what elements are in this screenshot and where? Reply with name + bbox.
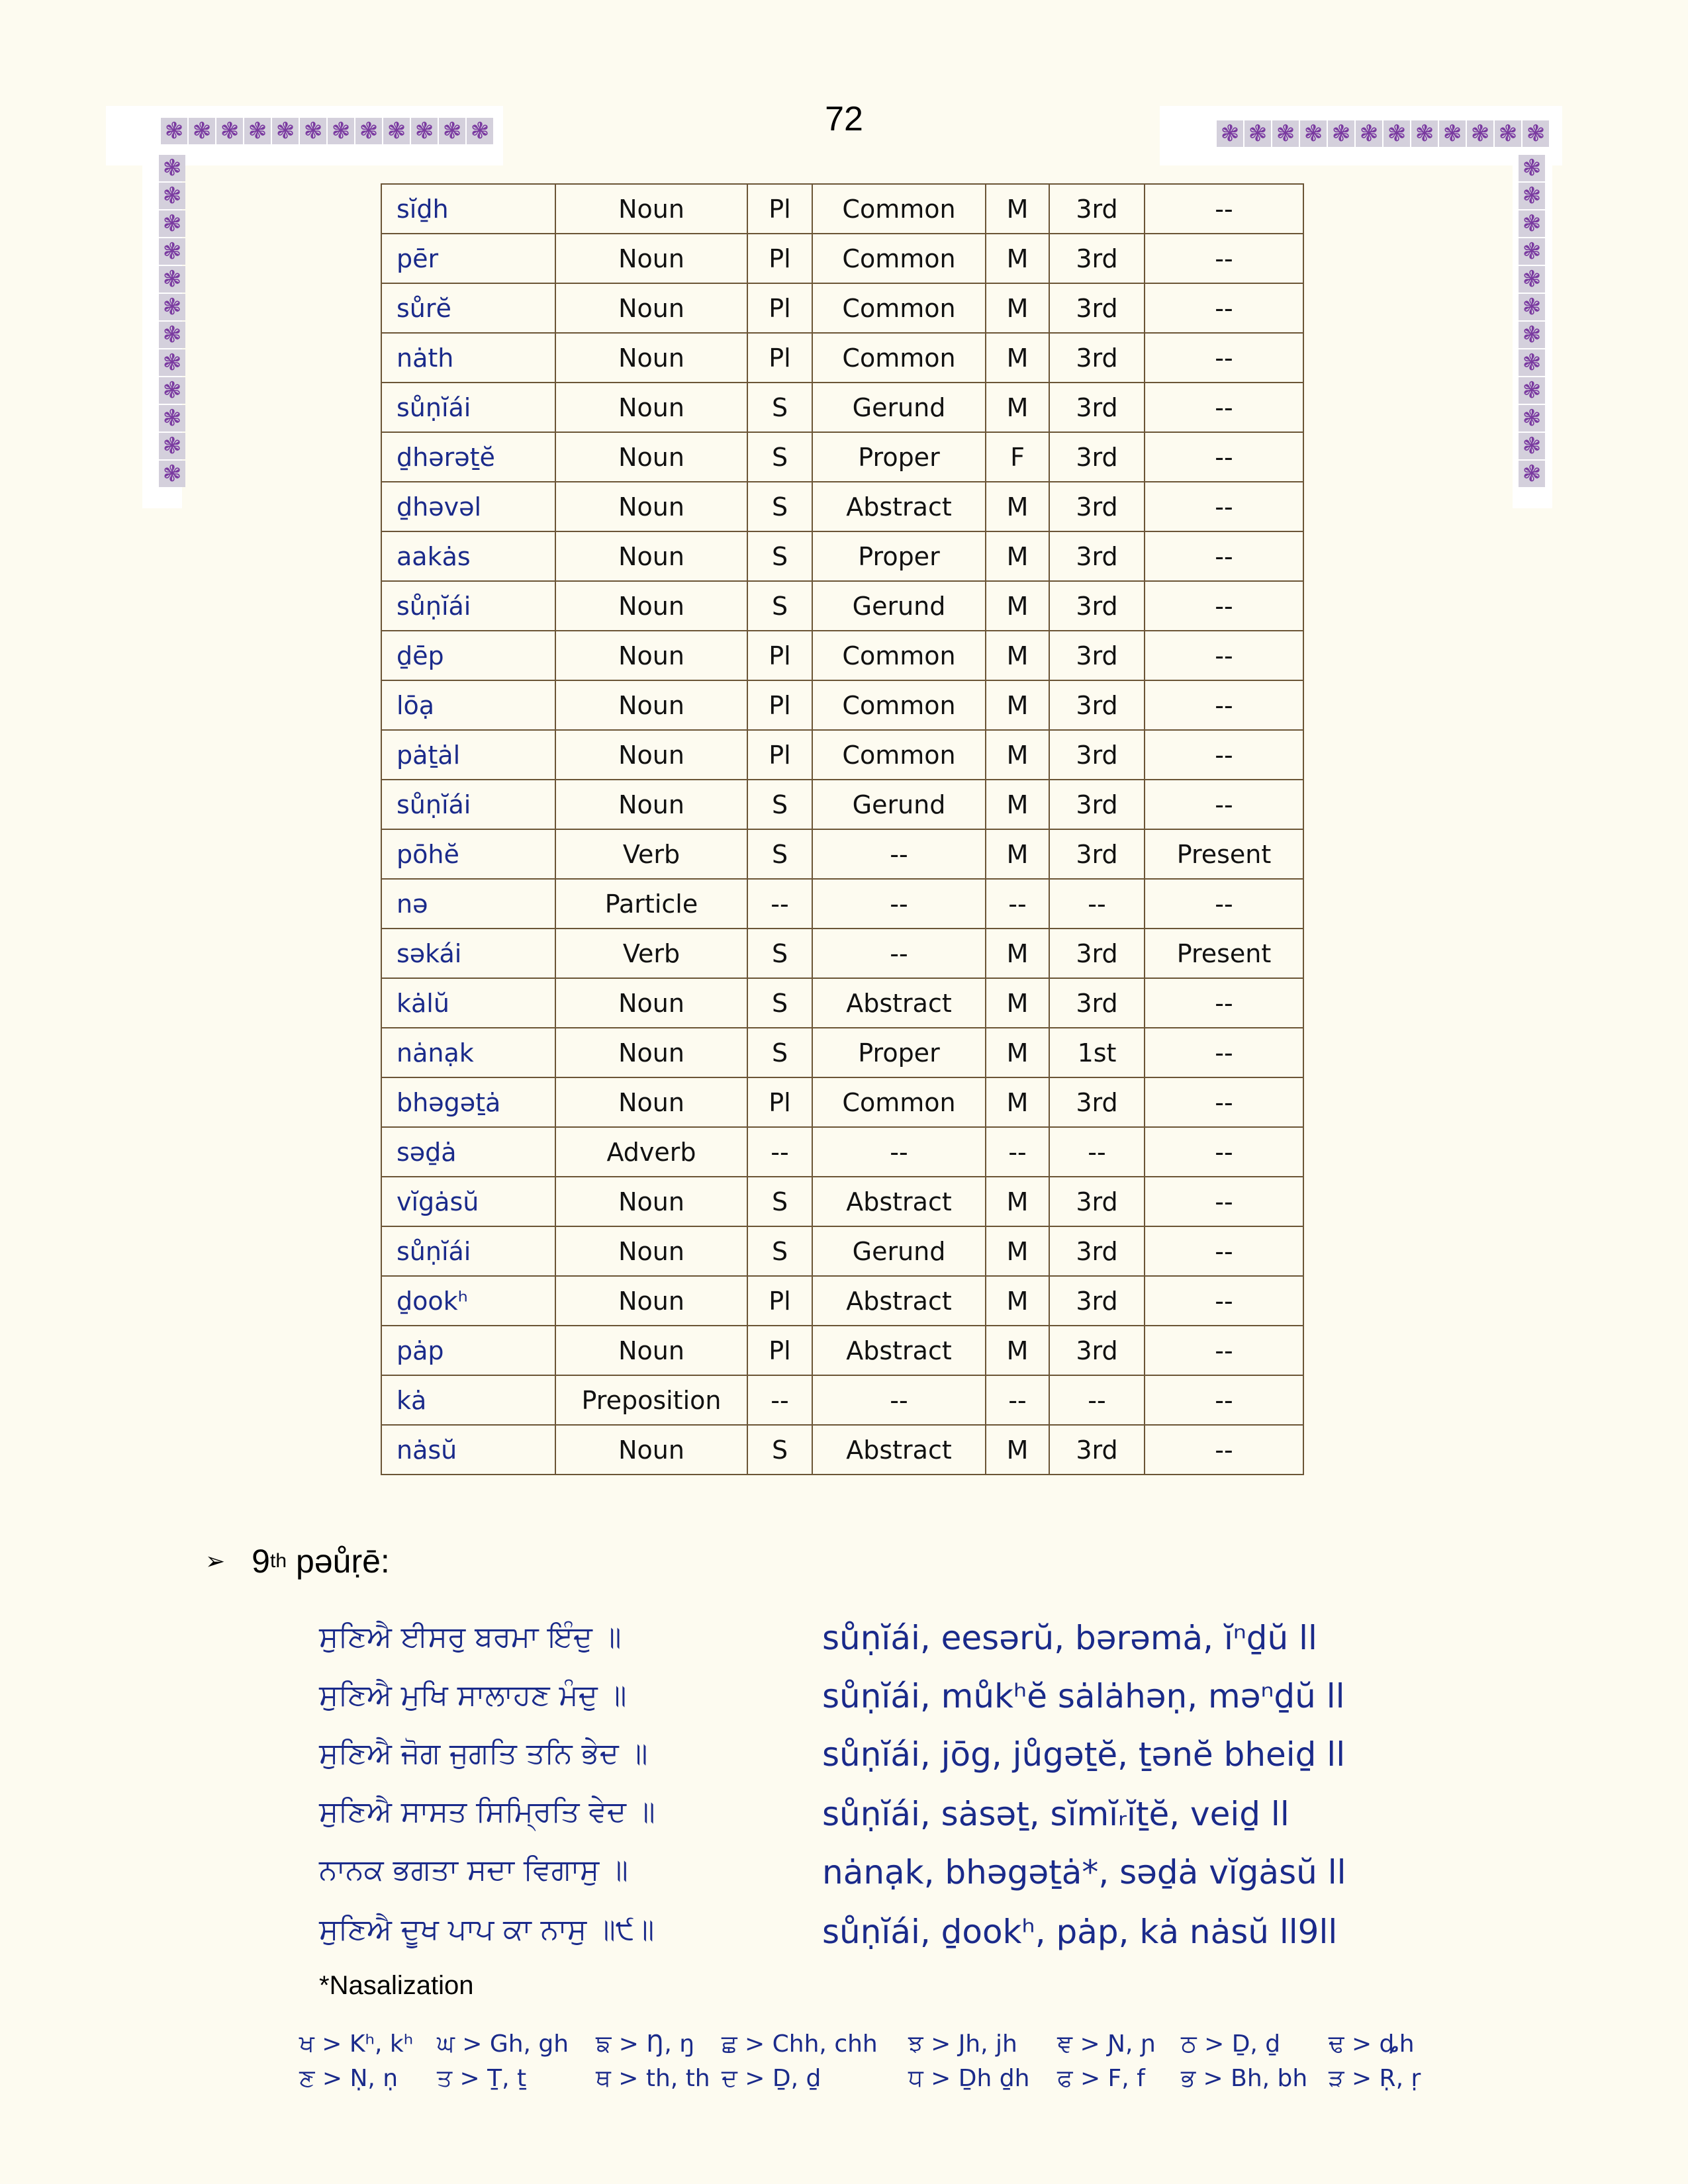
tense-cell: --: [1145, 879, 1303, 929]
flower-ornament-icon: ❃: [1519, 238, 1545, 265]
person-cell: 1st: [1049, 1028, 1145, 1077]
key-item: ਛ > Chh, chh: [722, 2030, 878, 2058]
word-cell: pōhĕ: [381, 829, 555, 879]
word-cell: nə: [381, 879, 555, 929]
gurmukhi-line: ਸੁਣਿਐ ਸਾਸਤ ਸਿਮ੍ਰਿਤਿ ਵੇਦ ॥: [319, 1795, 655, 1829]
type-cell: Gerund: [812, 780, 986, 829]
number-cell: S: [747, 978, 812, 1028]
gender-cell: M: [986, 1326, 1049, 1375]
key-item: ਝ > Jh, jh: [908, 2030, 1017, 2058]
flower-ornament-icon: ❃: [1519, 349, 1545, 376]
type-cell: --: [812, 929, 986, 978]
table-row: [381, 1177, 1303, 1226]
key-item: ਠ > Ḏ, ḏ: [1181, 2030, 1281, 2058]
key-item: ਫ > F, f: [1057, 2065, 1145, 2092]
gender-cell: --: [986, 1375, 1049, 1425]
key-item: ਖ > Kʰ, kʰ: [299, 2030, 414, 2058]
number-cell: Pl: [747, 234, 812, 283]
number-cell: S: [747, 780, 812, 829]
gender-cell: F: [986, 432, 1049, 482]
gender-cell: M: [986, 631, 1049, 680]
gender-cell: M: [986, 929, 1049, 978]
word-cell: nȧsŭ: [381, 1425, 555, 1475]
part-of-speech-cell: Noun: [555, 234, 747, 283]
part-of-speech-cell: Preposition: [555, 1375, 747, 1425]
gender-cell: M: [986, 234, 1049, 283]
word-cell: sůṇĭái: [381, 1226, 555, 1276]
type-cell: Abstract: [812, 482, 986, 531]
flower-ornament-icon: ❃: [216, 118, 243, 144]
type-cell: Common: [812, 680, 986, 730]
flower-ornament-icon: ❃: [1519, 155, 1545, 181]
key-item: ਘ > Gh, gh: [437, 2030, 569, 2058]
number-cell: S: [747, 581, 812, 631]
gender-cell: M: [986, 680, 1049, 730]
transliteration-line: sůṇĭái, můkʰĕ sȧlȧhəṇ, məⁿḏŭ ll: [822, 1677, 1345, 1715]
word-cell: səkái: [381, 929, 555, 978]
number-cell: S: [747, 432, 812, 482]
word-cell: sůrĕ: [381, 283, 555, 333]
type-cell: Proper: [812, 531, 986, 581]
section-title: pəůṛē:: [296, 1543, 390, 1580]
table-row: [381, 234, 1303, 283]
person-cell: 3rd: [1049, 531, 1145, 581]
ornament-border-top-left: [161, 118, 493, 144]
number-cell: S: [747, 829, 812, 879]
flower-ornament-icon: ❃: [159, 322, 185, 348]
word-cell: nȧnạk: [381, 1028, 555, 1077]
gender-cell: M: [986, 581, 1049, 631]
section-ordinal-suffix: th: [269, 1550, 287, 1572]
key-item: ਭ > Bh, bh: [1181, 2065, 1308, 2092]
type-cell: Gerund: [812, 581, 986, 631]
ornament-border-top-right: [1217, 120, 1549, 147]
word-cell: sůṇĭái: [381, 581, 555, 631]
number-cell: Pl: [747, 1326, 812, 1375]
person-cell: --: [1049, 1375, 1145, 1425]
flower-ornament-icon: ❃: [244, 118, 271, 144]
table-row: [381, 1375, 1303, 1425]
word-cell: nȧth: [381, 333, 555, 383]
flower-ornament-icon: ❃: [1244, 120, 1271, 147]
gender-cell: M: [986, 1276, 1049, 1326]
part-of-speech-cell: Noun: [555, 780, 747, 829]
table-row: [381, 531, 1303, 581]
word-cell: bhəgəṯȧ: [381, 1077, 555, 1127]
number-cell: Pl: [747, 680, 812, 730]
gurmukhi-line: ਸੁਣਿਐ ਜੋਗ ਜੁਗਤਿ ਤਨਿ ਭੇਦ ॥: [319, 1737, 648, 1770]
gender-cell: M: [986, 1177, 1049, 1226]
gender-cell: M: [986, 730, 1049, 780]
person-cell: 3rd: [1049, 929, 1145, 978]
part-of-speech-cell: Noun: [555, 482, 747, 531]
tense-cell: --: [1145, 1326, 1303, 1375]
person-cell: 3rd: [1049, 184, 1145, 234]
person-cell: 3rd: [1049, 1077, 1145, 1127]
key-item: ਢ > ȡh: [1329, 2030, 1415, 2058]
key-item: ਦ > Ḏ, ḏ: [722, 2065, 821, 2092]
key-item: ਞ > Ɲ, ɲ: [1057, 2030, 1156, 2058]
flower-ornament-icon: ❃: [1519, 294, 1545, 320]
flower-ornament-icon: ❃: [1519, 405, 1545, 432]
word-cell: aakȧs: [381, 531, 555, 581]
table-row: [381, 1276, 1303, 1326]
flower-ornament-icon: ❃: [355, 118, 382, 144]
tense-cell: --: [1145, 184, 1303, 234]
table-row: [381, 780, 1303, 829]
table-row: [381, 482, 1303, 531]
number-cell: S: [747, 929, 812, 978]
tense-cell: --: [1145, 482, 1303, 531]
type-cell: Proper: [812, 432, 986, 482]
part-of-speech-cell: Noun: [555, 1177, 747, 1226]
part-of-speech-cell: Noun: [555, 1077, 747, 1127]
key-item: ੜ > Ṛ, ṛ: [1329, 2065, 1421, 2092]
word-cell: sůṇĭái: [381, 780, 555, 829]
type-cell: Abstract: [812, 1326, 986, 1375]
flower-ornament-icon: ❃: [1356, 120, 1382, 147]
word-cell: lōạ: [381, 680, 555, 730]
gender-cell: --: [986, 879, 1049, 929]
word-cell: vĭgȧsŭ: [381, 1177, 555, 1226]
part-of-speech-cell: Noun: [555, 1226, 747, 1276]
tense-cell: --: [1145, 780, 1303, 829]
flower-ornament-icon: ❃: [159, 155, 185, 181]
word-cell: pȧp: [381, 1326, 555, 1375]
gurmukhi-line: ਸੁਣਿਐ ਈਸਰੁ ਬਰਮਾ ਇੰਦੁ ॥: [319, 1620, 622, 1654]
number-cell: S: [747, 383, 812, 432]
number-cell: --: [747, 1375, 812, 1425]
flower-ornament-icon: ❃: [161, 118, 187, 144]
part-of-speech-cell: Particle: [555, 879, 747, 929]
footnote: *Nasalization: [319, 1971, 474, 2000]
person-cell: 3rd: [1049, 1425, 1145, 1475]
part-of-speech-cell: Noun: [555, 1276, 747, 1326]
part-of-speech-cell: Verb: [555, 929, 747, 978]
type-cell: Common: [812, 631, 986, 680]
word-cell: ḏēp: [381, 631, 555, 680]
type-cell: --: [812, 879, 986, 929]
person-cell: 3rd: [1049, 680, 1145, 730]
gender-cell: M: [986, 1425, 1049, 1475]
table-row: [381, 1028, 1303, 1077]
flower-ornament-icon: ❃: [1328, 120, 1354, 147]
number-cell: Pl: [747, 1077, 812, 1127]
type-cell: Abstract: [812, 978, 986, 1028]
flower-ornament-icon: ❃: [1519, 266, 1545, 293]
person-cell: 3rd: [1049, 1177, 1145, 1226]
type-cell: --: [812, 1375, 986, 1425]
gurmukhi-line: ਸੁਣਿਐ ਮੁਖਿ ਸਾਲਾਹਣ ਮੰਦੁ ॥: [319, 1678, 627, 1712]
ornament-border-right: [1519, 155, 1545, 487]
person-cell: 3rd: [1049, 482, 1145, 531]
part-of-speech-cell: Noun: [555, 531, 747, 581]
transliteration-line: sůṇĭái, jōg, jůgəṯĕ, ṯənĕ bheiḏ ll: [822, 1735, 1346, 1774]
table-row: [381, 730, 1303, 780]
number-cell: --: [747, 1127, 812, 1177]
flower-ornament-icon: ❃: [467, 118, 493, 144]
key-item: ਤ > Ṯ, ṯ: [437, 2065, 527, 2092]
word-cell: kȧ: [381, 1375, 555, 1425]
flower-ornament-icon: ❃: [1217, 120, 1243, 147]
part-of-speech-cell: Noun: [555, 1028, 747, 1077]
number-cell: Pl: [747, 184, 812, 234]
tense-cell: --: [1145, 1177, 1303, 1226]
flower-ornament-icon: ❃: [1519, 322, 1545, 348]
flower-ornament-icon: ❃: [1300, 120, 1327, 147]
table-row: [381, 1425, 1303, 1475]
part-of-speech-cell: Noun: [555, 1326, 747, 1375]
number-cell: S: [747, 1226, 812, 1276]
transliteration-line: sůṇĭái, sȧsəṯ, sĭmĭᵣĭṯĕ, veiḏ ll: [822, 1795, 1289, 1833]
flower-ornament-icon: ❃: [328, 118, 354, 144]
person-cell: 3rd: [1049, 234, 1145, 283]
gurmukhi-line: ਸੁਣਿਐ ਦੂਖ ਪਾਪ ਕਾ ਨਾਸੁ ॥੯॥: [319, 1913, 655, 1946]
type-cell: Gerund: [812, 1226, 986, 1276]
tense-cell: Present: [1145, 829, 1303, 879]
flower-ornament-icon: ❃: [159, 461, 185, 487]
type-cell: Common: [812, 730, 986, 780]
word-cell: pȧṯȧl: [381, 730, 555, 780]
tense-cell: --: [1145, 1077, 1303, 1127]
tense-cell: --: [1145, 730, 1303, 780]
table-row: [381, 1127, 1303, 1177]
person-cell: 3rd: [1049, 1326, 1145, 1375]
table-row: [381, 1326, 1303, 1375]
tense-cell: --: [1145, 383, 1303, 432]
word-cell: sĭḏh: [381, 184, 555, 234]
person-cell: 3rd: [1049, 1226, 1145, 1276]
word-cell: sůṇĭái: [381, 383, 555, 432]
table-row: [381, 283, 1303, 333]
flower-ornament-icon: ❃: [159, 238, 185, 265]
flower-ornament-icon: ❃: [159, 377, 185, 404]
person-cell: 3rd: [1049, 829, 1145, 879]
number-cell: S: [747, 1177, 812, 1226]
part-of-speech-cell: Noun: [555, 978, 747, 1028]
tense-cell: --: [1145, 581, 1303, 631]
type-cell: Gerund: [812, 383, 986, 432]
flower-ornament-icon: ❃: [411, 118, 438, 144]
gender-cell: M: [986, 531, 1049, 581]
flower-ornament-icon: ❃: [1519, 433, 1545, 459]
tense-cell: --: [1145, 1028, 1303, 1077]
flower-ornament-icon: ❃: [272, 118, 299, 144]
flower-ornament-icon: ❃: [1495, 120, 1521, 147]
grammar-table: [381, 183, 1304, 1475]
number-cell: S: [747, 531, 812, 581]
person-cell: 3rd: [1049, 780, 1145, 829]
table-row: [381, 829, 1303, 879]
type-cell: Common: [812, 333, 986, 383]
flower-ornament-icon: ❃: [1439, 120, 1466, 147]
table-row: [381, 929, 1303, 978]
table-row: [381, 581, 1303, 631]
section-heading: [205, 1542, 390, 1580]
key-item: ਧ > Ḏh ḏh: [908, 2065, 1030, 2092]
gender-cell: M: [986, 780, 1049, 829]
part-of-speech-cell: Noun: [555, 581, 747, 631]
tense-cell: Present: [1145, 929, 1303, 978]
flower-ornament-icon: ❃: [159, 210, 185, 237]
type-cell: Proper: [812, 1028, 986, 1077]
part-of-speech-cell: Noun: [555, 1425, 747, 1475]
word-cell: ḏookʰ: [381, 1276, 555, 1326]
table-row: [381, 680, 1303, 730]
key-item: ਣ > Ṇ, ṇ: [299, 2065, 399, 2092]
tense-cell: --: [1145, 631, 1303, 680]
number-cell: Pl: [747, 283, 812, 333]
transliteration-line: nȧnạk, bhəgəṯȧ*, səḏȧ vĭgȧsŭ ll: [822, 1853, 1346, 1891]
number-cell: S: [747, 1425, 812, 1475]
key-item: ਥ > th, th: [596, 2065, 710, 2092]
tense-cell: --: [1145, 1276, 1303, 1326]
number-cell: Pl: [747, 1276, 812, 1326]
tense-cell: --: [1145, 1226, 1303, 1276]
tense-cell: --: [1145, 1425, 1303, 1475]
flower-ornament-icon: ❃: [159, 266, 185, 293]
word-cell: pēr: [381, 234, 555, 283]
number-cell: Pl: [747, 730, 812, 780]
person-cell: 3rd: [1049, 631, 1145, 680]
flower-ornament-icon: ❃: [159, 349, 185, 376]
tense-cell: --: [1145, 234, 1303, 283]
number-cell: Pl: [747, 333, 812, 383]
table-row: [381, 1077, 1303, 1127]
arrow-bullet-icon: ➢: [205, 1547, 226, 1574]
gender-cell: M: [986, 333, 1049, 383]
tense-cell: --: [1145, 283, 1303, 333]
flower-ornament-icon: ❃: [383, 118, 410, 144]
table-row: [381, 432, 1303, 482]
person-cell: 3rd: [1049, 730, 1145, 780]
flower-ornament-icon: ❃: [300, 118, 326, 144]
tense-cell: --: [1145, 1375, 1303, 1425]
type-cell: Abstract: [812, 1177, 986, 1226]
flower-ornament-icon: ❃: [1519, 461, 1545, 487]
flower-ornament-icon: ❃: [1523, 120, 1549, 147]
tense-cell: --: [1145, 978, 1303, 1028]
flower-ornament-icon: ❃: [159, 183, 185, 209]
number-cell: --: [747, 879, 812, 929]
word-cell: ḏhəvəl: [381, 482, 555, 531]
section-ordinal: 9: [252, 1543, 270, 1580]
gender-cell: --: [986, 1127, 1049, 1177]
part-of-speech-cell: Verb: [555, 829, 747, 879]
gurmukhi-line: ਨਾਨਕ ਭਗਤਾ ਸਦਾ ਵਿਗਾਸੁ ॥: [319, 1853, 628, 1887]
person-cell: 3rd: [1049, 333, 1145, 383]
part-of-speech-cell: Noun: [555, 184, 747, 234]
type-cell: Common: [812, 184, 986, 234]
table-row: [381, 184, 1303, 234]
number-cell: S: [747, 482, 812, 531]
type-cell: Abstract: [812, 1425, 986, 1475]
flower-ornament-icon: ❃: [1519, 377, 1545, 404]
gender-cell: M: [986, 1226, 1049, 1276]
transliteration-line: sůṇĭái, eesərŭ, bərəmȧ, ĭⁿḏŭ ll: [822, 1619, 1317, 1657]
type-cell: Common: [812, 283, 986, 333]
table-row: [381, 383, 1303, 432]
word-cell: səḏȧ: [381, 1127, 555, 1177]
person-cell: --: [1049, 1127, 1145, 1177]
type-cell: --: [812, 1127, 986, 1177]
type-cell: Common: [812, 234, 986, 283]
tense-cell: --: [1145, 531, 1303, 581]
part-of-speech-cell: Noun: [555, 432, 747, 482]
tense-cell: --: [1145, 1127, 1303, 1177]
flower-ornament-icon: ❃: [189, 118, 215, 144]
person-cell: --: [1049, 879, 1145, 929]
person-cell: 3rd: [1049, 283, 1145, 333]
part-of-speech-cell: Noun: [555, 383, 747, 432]
person-cell: 3rd: [1049, 432, 1145, 482]
flower-ornament-icon: ❃: [1383, 120, 1410, 147]
gender-cell: M: [986, 1028, 1049, 1077]
key-item: ਙ > Ŋ, ŋ: [596, 2030, 695, 2058]
gender-cell: M: [986, 978, 1049, 1028]
flower-ornament-icon: ❃: [159, 294, 185, 320]
flower-ornament-icon: ❃: [439, 118, 465, 144]
tense-cell: --: [1145, 333, 1303, 383]
person-cell: 3rd: [1049, 383, 1145, 432]
person-cell: 3rd: [1049, 978, 1145, 1028]
word-cell: kȧlŭ: [381, 978, 555, 1028]
table-row: [381, 1226, 1303, 1276]
part-of-speech-cell: Noun: [555, 283, 747, 333]
table-row: [381, 879, 1303, 929]
flower-ornament-icon: ❃: [159, 405, 185, 432]
tense-cell: --: [1145, 680, 1303, 730]
flower-ornament-icon: ❃: [1467, 120, 1493, 147]
gender-cell: M: [986, 184, 1049, 234]
number-cell: S: [747, 1028, 812, 1077]
part-of-speech-cell: Adverb: [555, 1127, 747, 1177]
flower-ornament-icon: ❃: [1411, 120, 1438, 147]
type-cell: Common: [812, 1077, 986, 1127]
type-cell: Abstract: [812, 1276, 986, 1326]
flower-ornament-icon: ❃: [1519, 210, 1545, 237]
transliteration-line: sůṇĭái, ḏookʰ, pȧp, kȧ nȧsŭ ll9ll: [822, 1913, 1338, 1951]
table-row: [381, 631, 1303, 680]
type-cell: --: [812, 829, 986, 879]
gender-cell: M: [986, 383, 1049, 432]
person-cell: 3rd: [1049, 1276, 1145, 1326]
ornament-border-left: [159, 155, 185, 487]
word-cell: ḏhərəṯĕ: [381, 432, 555, 482]
part-of-speech-cell: Noun: [555, 333, 747, 383]
table-row: [381, 978, 1303, 1028]
part-of-speech-cell: Noun: [555, 631, 747, 680]
page-number: 72: [825, 100, 863, 138]
table-row: [381, 333, 1303, 383]
flower-ornament-icon: ❃: [159, 433, 185, 459]
part-of-speech-cell: Noun: [555, 680, 747, 730]
tense-cell: --: [1145, 432, 1303, 482]
gender-cell: M: [986, 283, 1049, 333]
gender-cell: M: [986, 482, 1049, 531]
person-cell: 3rd: [1049, 581, 1145, 631]
flower-ornament-icon: ❃: [1272, 120, 1299, 147]
part-of-speech-cell: Noun: [555, 730, 747, 780]
gender-cell: M: [986, 829, 1049, 879]
number-cell: Pl: [747, 631, 812, 680]
flower-ornament-icon: ❃: [1519, 183, 1545, 209]
gender-cell: M: [986, 1077, 1049, 1127]
